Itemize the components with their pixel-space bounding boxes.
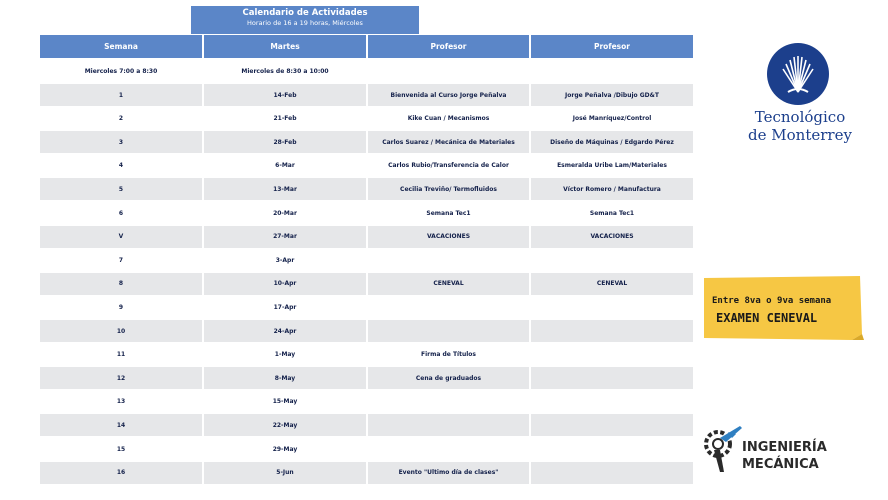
logo-line-1: Tecnológico xyxy=(754,108,846,126)
cell-fecha: 5-Jun xyxy=(204,462,366,484)
cell-semana: 16 xyxy=(40,462,202,484)
cell-profesor-1: Carlos Rubio/Transferencia de Calor xyxy=(388,162,509,170)
banner-shape-icon xyxy=(704,276,864,340)
cell-profesor-1: Cena de graduados xyxy=(368,367,529,389)
cell-fecha: 15-May xyxy=(272,398,298,406)
cell-profesor-2 xyxy=(531,414,693,436)
cell-fecha: 1-May xyxy=(274,351,296,359)
cell-fecha: 29-May xyxy=(272,445,298,453)
cell-fecha: 28-Feb xyxy=(204,131,366,153)
cell-profesor-1: Cecilia Treviño/ Termofluidos xyxy=(368,178,529,200)
cell-fecha: 10-Apr xyxy=(204,273,366,295)
cell-fecha: 20-Mar xyxy=(273,209,297,217)
cell-profesor-2 xyxy=(531,367,693,389)
cell-semana: 1 xyxy=(40,84,202,106)
banner-line-2: EXAMEN CENEVAL xyxy=(716,311,818,325)
cell-fecha: 8-May xyxy=(204,367,366,389)
cell-profesor-1: Evento "Ultimo día de clases" xyxy=(368,462,529,484)
cell-profesor-1: VACACIONES xyxy=(368,226,529,248)
cell-fecha: 24-Apr xyxy=(204,320,366,342)
column-header-martes: Martes xyxy=(204,35,366,58)
cell-fecha: 3-Apr xyxy=(275,256,295,264)
cell-profesor-2: Diseño de Máquinas / Edgardo Pérez xyxy=(531,131,693,153)
cell-profesor-1 xyxy=(368,320,529,342)
cell-profesor-2 xyxy=(531,296,693,318)
cell-profesor-1: Carlos Suarez / Mecánica de Materiales xyxy=(368,131,529,153)
cell-profesor-1 xyxy=(368,249,529,271)
cell-profesor-1 xyxy=(368,438,529,460)
cell-profesor-1 xyxy=(368,296,529,318)
cell-semana: 15 xyxy=(116,445,126,453)
cell-profesor-2: VACACIONES xyxy=(531,226,693,248)
subheader-semana: Miercoles 7:00 a 8:30 xyxy=(84,67,158,75)
cell-profesor-2 xyxy=(531,462,693,484)
cell-profesor-2 xyxy=(531,344,693,366)
cell-profesor-1 xyxy=(368,391,529,413)
cell-fecha: 6-Mar xyxy=(275,162,295,170)
cell-fecha: 22-May xyxy=(204,414,366,436)
cell-profesor-2 xyxy=(531,391,693,413)
column-header-profesor-1: Profesor xyxy=(368,35,529,58)
cell-profesor-1 xyxy=(368,414,529,436)
page-title: Calendario de Actividades xyxy=(242,8,368,18)
department-line-1: INGENIERÍA xyxy=(742,440,827,455)
cell-fecha: 27-Mar xyxy=(204,226,366,248)
cell-semana: 10 xyxy=(40,320,202,342)
cell-semana: 13 xyxy=(116,398,126,406)
cell-semana: V xyxy=(40,226,202,248)
column-header-profesor-2: Profesor xyxy=(531,35,693,58)
cell-profesor-2 xyxy=(531,320,693,342)
cell-semana: 6 xyxy=(118,209,124,217)
cell-profesor-2: José Manríquez/Control xyxy=(572,115,652,123)
cell-profesor-2 xyxy=(531,249,693,271)
banner-line-1: Entre 8va o 9va semana xyxy=(712,296,832,306)
cell-semana: 8 xyxy=(40,273,202,295)
cell-semana: 12 xyxy=(40,367,202,389)
cell-profesor-2: CENEVAL xyxy=(531,273,693,295)
cell-profesor-2 xyxy=(531,438,693,460)
cell-profesor-1: Firma de Títulos xyxy=(421,351,476,359)
department-line-2: MECÁNICA xyxy=(742,457,819,472)
ceneval-banner xyxy=(704,276,864,340)
cell-fecha: 17-Apr xyxy=(273,303,297,311)
cell-fecha: 21-Feb xyxy=(273,115,297,123)
cell-semana: 9 xyxy=(118,303,124,311)
cell-profesor-2: Víctor Romero / Manufactura xyxy=(531,178,693,200)
cell-profesor-2: Semana Tec1 xyxy=(589,209,635,217)
cell-fecha: 13-Mar xyxy=(204,178,366,200)
gear-airplane-icon xyxy=(700,422,744,476)
cell-semana: 11 xyxy=(116,351,126,359)
cell-profesor-2: Jorge Peñalva /Dibujo GD&T xyxy=(531,84,693,106)
page-subtitle: Horario de 16 a 19 horas, Miércoles xyxy=(247,19,363,27)
cell-fecha: 14-Feb xyxy=(204,84,366,106)
cell-profesor-1: CENEVAL xyxy=(368,273,529,295)
cell-semana: 5 xyxy=(40,178,202,200)
cell-profesor-2: Esmeralda Uribe Lam/Materiales xyxy=(557,162,667,170)
cell-semana: 7 xyxy=(118,256,124,264)
cell-semana: 2 xyxy=(118,115,124,123)
title-box xyxy=(191,6,419,34)
cell-profesor-1: Bienvenida al Curso Jorge Peñalva xyxy=(368,84,529,106)
logo-line-2: de Monterrey xyxy=(748,126,852,144)
subheader-martes: Miercoles de 8:30 a 10:00 xyxy=(241,67,329,75)
cell-semana: 4 xyxy=(118,162,124,170)
column-header-semana: Semana xyxy=(40,35,202,58)
cell-profesor-1: Kike Cuan / Mecanismos xyxy=(407,115,490,123)
cell-profesor-1: Semana Tec1 xyxy=(426,209,471,217)
tec-logo-icon xyxy=(766,42,830,106)
cell-semana: 3 xyxy=(40,131,202,153)
cell-semana: 14 xyxy=(40,414,202,436)
